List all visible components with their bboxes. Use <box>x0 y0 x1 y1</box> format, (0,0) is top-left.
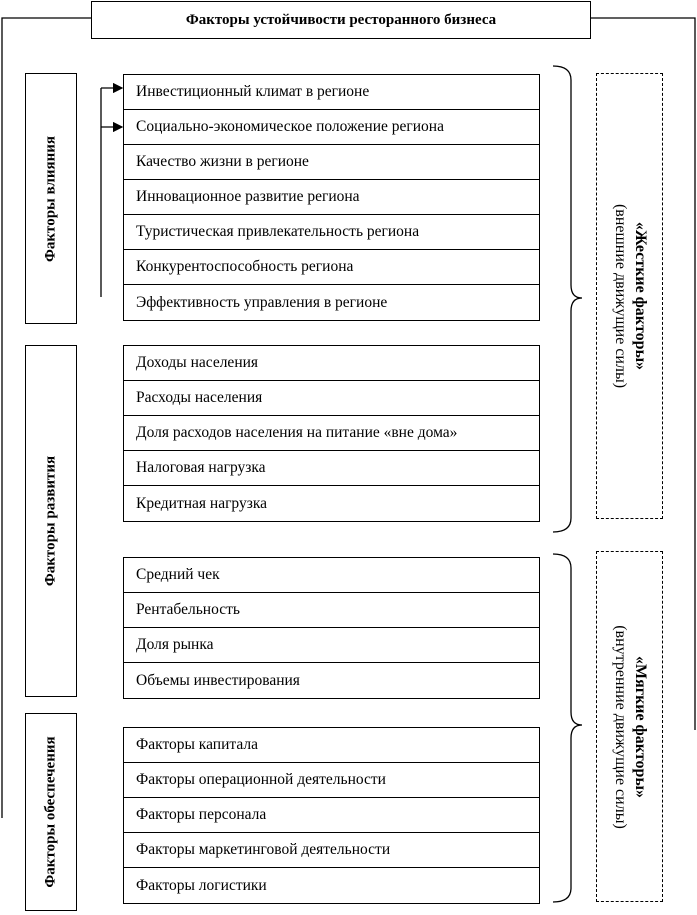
list-item: Факторы капитала <box>124 728 539 763</box>
hard-factors-title: «Жесткие факторы» <box>631 221 649 371</box>
group-business-indicators <box>123 557 540 699</box>
list-item: Рентабельность <box>124 593 539 628</box>
list-item: Конкурентоспособность региона <box>124 250 539 285</box>
soft-factors-box <box>596 551 663 902</box>
list-item: Эффективность управления в регионе <box>136 293 388 311</box>
group-population-factors <box>123 345 540 522</box>
list-item: Налоговая нагрузка <box>124 451 539 486</box>
list-item: Факторы персонала <box>124 798 539 833</box>
list-item: Социально-экономическое положение региона <box>124 110 539 145</box>
list-item: Кредитная нагрузка <box>136 494 268 512</box>
list-item: Инвестиционный климат в регионе <box>124 75 539 110</box>
category-support-label: Факторы обеспечения <box>42 736 59 888</box>
list-item: Факторы логистики <box>136 876 267 894</box>
category-influence-label: Факторы влияния <box>42 135 59 262</box>
group-support-factors <box>123 727 540 904</box>
list-item: Доходы населения <box>124 346 539 381</box>
category-development-label: Факторы развития <box>42 455 59 587</box>
soft-factors-text <box>610 625 650 829</box>
list-item: Факторы операционной деятельности <box>124 763 539 798</box>
diagram-title: Факторы устойчивости ресторанного бизнеса <box>91 1 591 39</box>
list-item: Факторы маркетинговой деятельности <box>124 833 539 868</box>
list-item: Расходы населения <box>124 381 539 416</box>
brace-soft-factors <box>553 554 582 902</box>
hard-factors-box <box>596 73 663 519</box>
brace-hard-factors <box>553 66 582 532</box>
list-item: Доля расходов населения на питание «вне дома» <box>124 416 539 451</box>
category-support <box>25 713 77 911</box>
list-item: Качество жизни в регионе <box>124 145 539 180</box>
group-region-factors <box>123 74 540 321</box>
category-development <box>25 345 77 697</box>
soft-factors-title: «Мягкие факторы» <box>631 655 649 798</box>
list-item: Доля рынка <box>124 628 539 663</box>
list-item: Инновационное развитие региона <box>124 180 539 215</box>
list-item: Туристическая привлекательность региона <box>124 215 539 250</box>
list-item: Объемы инвестирования <box>136 671 300 689</box>
list-item: Средний чек <box>124 558 539 593</box>
hard-factors-subtitle: (внешние движущие силы) <box>611 203 629 389</box>
soft-factors-subtitle: (внутренние движущие силы) <box>611 624 629 829</box>
hard-factors-text <box>610 204 650 388</box>
category-influence <box>25 73 77 324</box>
